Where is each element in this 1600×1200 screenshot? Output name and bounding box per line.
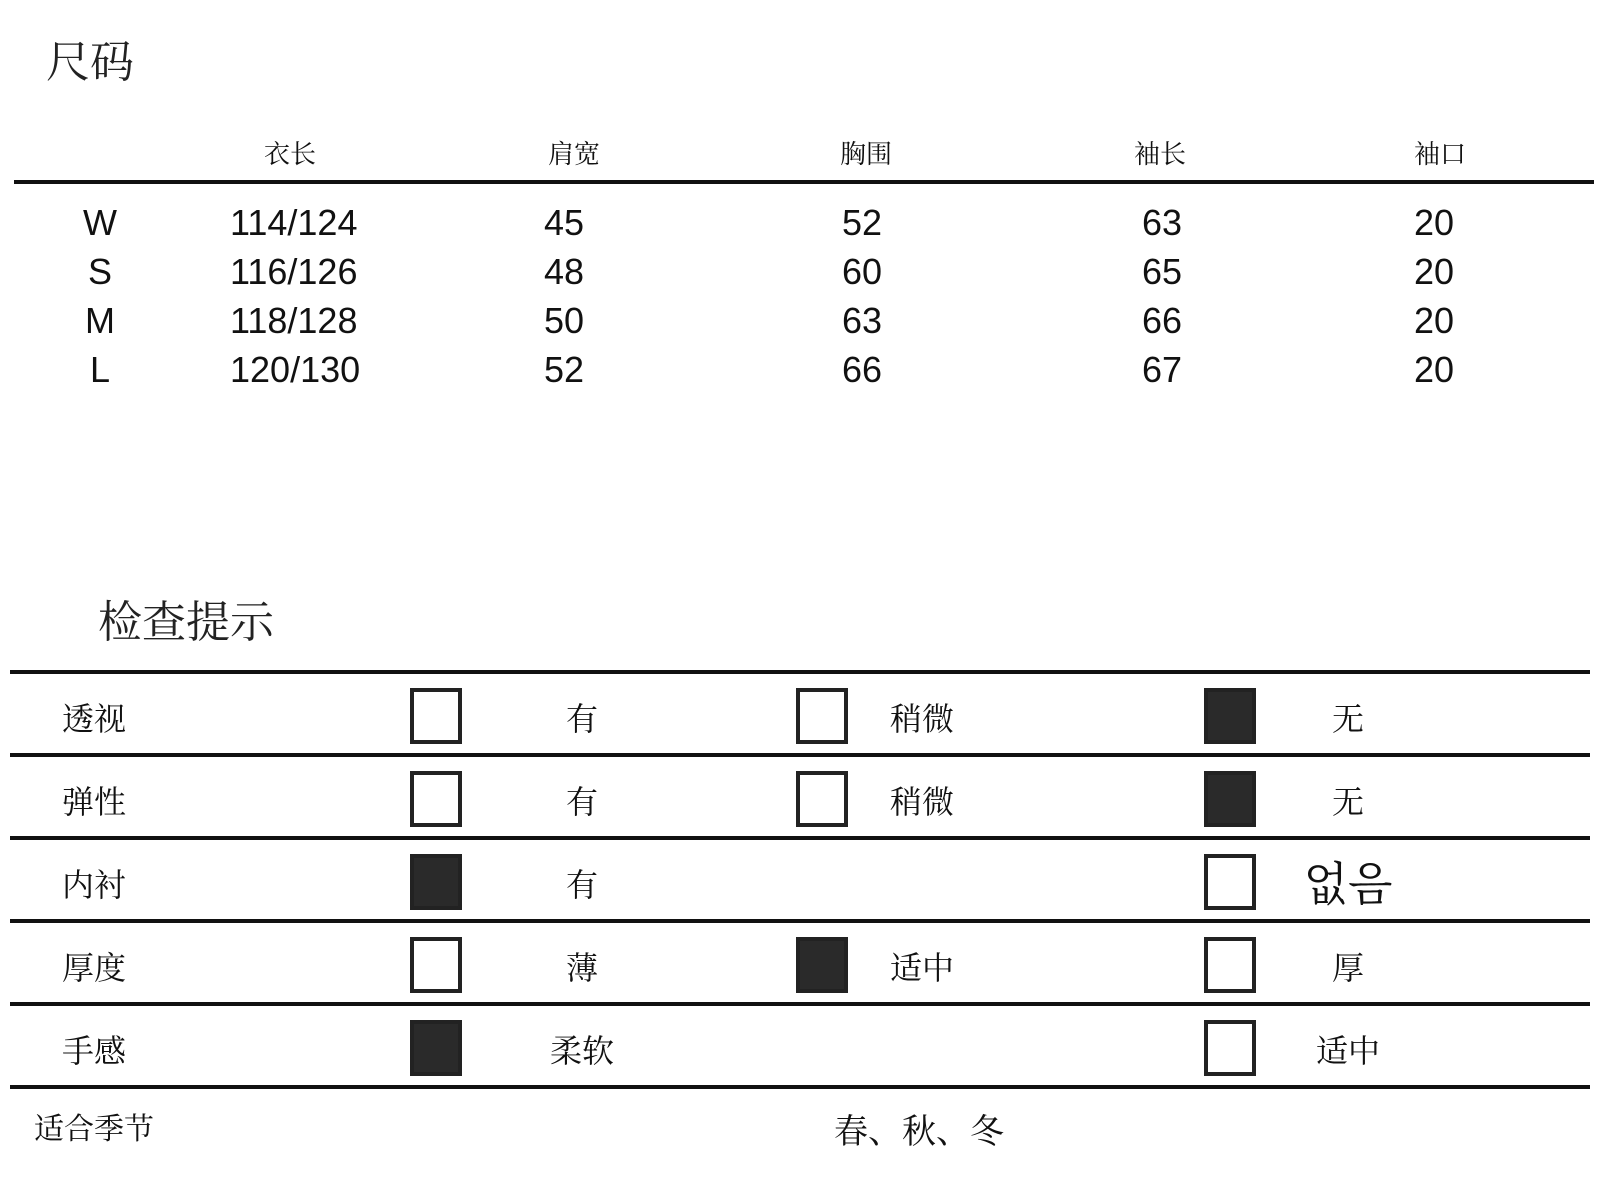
size-value: 63: [1142, 202, 1183, 243]
checkbox-option-label: 稍微: [889, 700, 954, 738]
size-table-body: [0, 198, 1600, 398]
checkbox-option-label: 无: [1331, 700, 1364, 738]
checkbox[interactable]: [410, 688, 462, 744]
check-row: [0, 1004, 1600, 1088]
size-label: S: [87, 251, 112, 292]
size-row: [0, 345, 1600, 395]
size-value: 52: [842, 202, 883, 243]
size-value: 60: [842, 251, 883, 292]
size-value: 120/130: [230, 349, 361, 390]
size-value: 65: [1142, 251, 1183, 292]
check-row: [0, 755, 1600, 839]
size-label: M: [85, 300, 115, 341]
season-value: 春、秋、冬: [834, 1112, 1004, 1152]
checkbox-option-label: 厚: [1331, 949, 1364, 987]
size-row: [0, 247, 1600, 297]
checkbox-option-label: 适中: [1315, 1032, 1380, 1070]
check-row: [0, 672, 1600, 756]
checkbox-option-label: 없음: [1303, 857, 1393, 911]
checkbox[interactable]: [410, 771, 462, 827]
checkbox[interactable]: [410, 854, 462, 910]
checkbox-option-label: 柔软: [549, 1032, 614, 1070]
size-header-divider: [14, 180, 1594, 184]
size-header-1: 肩宽: [547, 140, 600, 170]
size-header-4: 袖口: [1413, 140, 1466, 170]
checkbox-option-label: 适中: [889, 949, 954, 987]
size-value: 48: [544, 251, 585, 292]
size-value: 50: [544, 300, 585, 341]
size-value: 114/124: [230, 202, 358, 243]
size-value: 67: [1142, 349, 1183, 390]
size-row: [0, 296, 1600, 346]
season-label: 适合季节: [34, 1112, 154, 1147]
checkbox-option-label: 无: [1331, 783, 1364, 821]
check-row: [0, 838, 1600, 922]
check-table: [0, 670, 1600, 1090]
size-value: 20: [1414, 251, 1455, 292]
size-value: 52: [544, 349, 585, 390]
checkbox[interactable]: [1204, 1020, 1256, 1076]
checkbox-option-label: 稍微: [889, 783, 954, 821]
size-table-header: [0, 134, 1600, 174]
check-row-label: 弹性: [62, 783, 127, 821]
size-row: [0, 198, 1600, 248]
size-label: W: [83, 202, 117, 243]
size-value: 45: [544, 202, 585, 243]
checkbox[interactable]: [796, 771, 848, 827]
checkbox[interactable]: [796, 688, 848, 744]
size-header-2: 胸围: [839, 140, 892, 170]
size-value: 118/128: [230, 300, 358, 341]
checkbox[interactable]: [1204, 688, 1256, 744]
size-value: 63: [842, 300, 883, 341]
checkbox-option-label: 薄: [565, 949, 598, 987]
size-value: 20: [1414, 300, 1455, 341]
checkbox-option-label: 有: [565, 866, 598, 904]
size-value: 66: [1142, 300, 1183, 341]
size-value: 66: [842, 349, 883, 390]
size-value: 20: [1414, 349, 1455, 390]
size-value: 20: [1414, 202, 1455, 243]
size-label: L: [89, 349, 111, 390]
checkbox[interactable]: [410, 937, 462, 993]
checkbox[interactable]: [410, 1020, 462, 1076]
check-row-label: 手感: [62, 1032, 127, 1070]
check-section-title: 检查提示: [98, 597, 274, 648]
size-section-title: 尺码: [46, 37, 134, 88]
check-row-label: 厚度: [62, 949, 127, 987]
checkbox[interactable]: [1204, 937, 1256, 993]
checkbox-option-label: 有: [565, 783, 598, 821]
checkbox[interactable]: [1204, 854, 1256, 910]
check-row-divider: [10, 1085, 1590, 1089]
size-header-3: 袖长: [1133, 140, 1186, 170]
size-value: 116/126: [230, 251, 358, 292]
check-row: [0, 921, 1600, 1005]
size-header-0: 衣长: [263, 140, 316, 170]
checkbox-option-label: 有: [565, 700, 598, 738]
checkbox[interactable]: [1204, 771, 1256, 827]
check-row-label: 透视: [62, 700, 127, 738]
checkbox[interactable]: [796, 937, 848, 993]
check-row-label: 内衬: [62, 866, 127, 904]
